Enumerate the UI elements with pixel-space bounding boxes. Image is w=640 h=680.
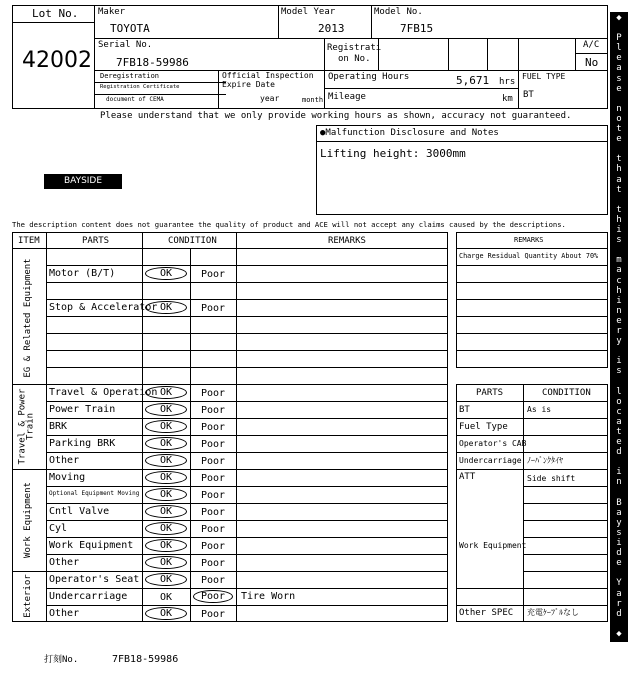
stamp-value: 7FB18-59986 — [112, 654, 179, 665]
side-banner-char: a — [616, 174, 622, 185]
header-remarks: REMARKS — [328, 236, 366, 246]
registration-label-1: Registrati — [327, 43, 382, 53]
ac-value: No — [585, 56, 599, 69]
group-work: Work Equipment — [23, 482, 33, 558]
side-banner-char: s — [616, 527, 622, 538]
poor-option[interactable]: Poor — [200, 609, 226, 620]
inspection-label-2: Expire Date — [222, 80, 275, 89]
right-parts-header: PARTS — [476, 388, 504, 398]
hours-notice: Please understand that we only provide working hours as shown, accuracy not guaranteed. — [100, 111, 572, 121]
side-banner-char: e — [616, 83, 622, 94]
operating-hours-label: Operating Hours — [328, 72, 410, 82]
poor-option[interactable]: Poor — [200, 405, 226, 416]
group-travel-power-line1: Travel & Power — [17, 388, 28, 465]
ok-selected[interactable]: OK — [145, 505, 187, 518]
inspection-label-1: Official Inspection — [222, 71, 314, 80]
side-banner-char: l — [616, 386, 622, 397]
poor-option[interactable]: Poor — [200, 422, 226, 433]
poor-option[interactable]: Poor — [200, 524, 226, 535]
ac-label: A/C — [583, 40, 600, 50]
side-banner-char: d — [616, 608, 622, 619]
side-banner-char: i — [616, 295, 622, 306]
remark: Tire Worn — [241, 591, 296, 602]
ok-selected[interactable]: OK — [145, 556, 187, 569]
cema-label: document of CEMA — [106, 96, 164, 103]
side-banner-char: d — [616, 447, 622, 458]
side-banner-char: t — [616, 204, 622, 215]
side-banner-char: e — [616, 53, 622, 64]
ok-selected[interactable]: OK — [145, 454, 187, 467]
stamp-label: 打刻No. — [44, 655, 79, 665]
serial-value: 7FB18-59986 — [116, 56, 189, 69]
year-label: year — [260, 94, 280, 103]
part-name: Operator's Seat — [49, 574, 140, 585]
ok-selected[interactable]: OK — [145, 539, 187, 552]
part-name: Other — [49, 455, 80, 466]
mileage-label: Mileage — [328, 92, 366, 102]
right-remarks-line1: Charge Residual Quantity About 70% — [459, 252, 599, 260]
right-part: Fuel Type — [459, 422, 508, 432]
right-part: Operator's CAB — [459, 439, 527, 448]
poor-option[interactable]: Poor — [200, 558, 226, 569]
model-year-label: Model Year — [281, 7, 336, 17]
part-name: BRK — [49, 421, 68, 432]
poor-option[interactable]: Poor — [200, 541, 226, 552]
side-banner-char: l — [616, 43, 622, 54]
malfunction-title: ●Malfunction Disclosure and Notes — [320, 128, 499, 138]
header-item: ITEM — [18, 236, 40, 246]
side-banner-char: a — [616, 507, 622, 518]
registration-certificate-label: Registration Certificate — [100, 84, 180, 90]
side-banner-char: ◆ — [616, 13, 622, 23]
part-name: Motor (B/T) — [49, 268, 116, 279]
poor-option[interactable]: Poor — [200, 507, 226, 518]
poor-option[interactable]: Poor — [200, 490, 226, 501]
right-remarks-header: REMARKS — [514, 236, 544, 244]
poor-option[interactable]: Poor — [200, 575, 226, 586]
location-badge: BAYSIDE — [44, 174, 122, 189]
side-banner-char: Y — [616, 578, 622, 589]
side-banner-char: d — [616, 548, 622, 559]
right-part: ATT — [459, 472, 476, 482]
side-banner-char: t — [616, 124, 622, 135]
side-banner-char: i — [616, 467, 622, 478]
side-banner-char: s — [616, 73, 622, 84]
group-exterior: Exterior — [23, 574, 33, 618]
side-banner-char: n — [616, 103, 622, 114]
group-travel-power — [12, 384, 46, 469]
side-banner-char: B — [616, 497, 622, 508]
right-part: Undercarriage — [459, 456, 522, 465]
part-name: Cyl — [49, 523, 68, 534]
part-name: Other — [49, 557, 80, 568]
poor-option[interactable]: Poor — [200, 473, 226, 484]
side-banner-char: o — [616, 113, 622, 124]
side-banner-char: h — [616, 285, 622, 296]
ok-selected[interactable]: OK — [145, 471, 187, 484]
side-banner-char: a — [616, 63, 622, 74]
side-banner-char: y — [616, 517, 622, 528]
operating-hours-value: 5,671 — [456, 74, 490, 87]
header-condition: CONDITION — [168, 236, 217, 246]
ok-selected[interactable]: OK — [145, 522, 187, 535]
part-name: Cntl Valve — [49, 506, 110, 517]
side-banner-char: t — [616, 426, 622, 437]
maker-label: Maker — [98, 7, 126, 17]
disclaimer: The description content does not guarantee the quality of product and ACE will not accept any claims caused by the descriptions. — [12, 220, 566, 229]
ok-selected[interactable]: OK — [145, 573, 187, 586]
part-name: Power Train — [49, 404, 116, 415]
side-banner-char: i — [616, 225, 622, 236]
right-cond: 充電ｹｰﾌﾞﾙなし — [527, 608, 579, 617]
poor-option[interactable]: Poor — [200, 439, 226, 450]
ok-selected[interactable]: OK — [145, 267, 187, 280]
side-banner-char: ◆ — [616, 628, 622, 639]
side-banner-char: i — [616, 356, 622, 367]
group-travel-power-line2: Train — [25, 412, 36, 441]
km-label: km — [502, 94, 513, 104]
poor-selected[interactable]: Poor — [193, 590, 233, 603]
side-banner-char: s — [616, 366, 622, 377]
serial-label: Serial No. — [98, 40, 153, 50]
side-banner-char: m — [616, 255, 622, 266]
model-year-value: 2013 — [318, 22, 345, 35]
right-cond: Side shift — [527, 474, 576, 483]
part-name: Stop & Accelerator — [49, 302, 158, 313]
group-eg: EG & Related Equipment — [23, 258, 33, 378]
right-cond: As is — [527, 405, 552, 414]
side-banner-char: t — [616, 154, 622, 165]
right-cond: ﾉｰﾊﾞﾝｸﾀｲﾔ — [527, 456, 563, 465]
side-banner-char: a — [616, 416, 622, 427]
maker-value: TOYOTA — [110, 22, 150, 35]
right-condition-header: CONDITION — [542, 388, 591, 398]
side-banner-char: o — [616, 396, 622, 407]
poor-option[interactable]: Poor — [200, 388, 226, 399]
hrs-label: hrs — [499, 77, 516, 87]
ok-selected[interactable]: OK — [145, 437, 187, 450]
side-banner-char: e — [616, 315, 622, 326]
month-label: month — [302, 96, 324, 104]
side-banner-char: a — [616, 265, 622, 276]
part-name: Other — [49, 608, 80, 619]
side-banner-char: e — [616, 437, 622, 448]
side-banner-char: e — [616, 134, 622, 145]
side-banner-char: r — [616, 598, 622, 609]
model-no-label: Model No. — [374, 7, 423, 17]
right-part: Other SPEC — [459, 608, 514, 618]
ok-selected[interactable]: OK — [145, 301, 187, 314]
side-banner-char: i — [616, 538, 622, 549]
side-banner-char: e — [616, 558, 622, 569]
registration-label-2: on No. — [338, 54, 371, 64]
side-banner — [610, 12, 628, 642]
poor-option[interactable]: Poor — [200, 456, 226, 467]
ok-selected[interactable]: OK — [145, 488, 187, 501]
malfunction-text: Lifting height: 3000mm — [320, 147, 466, 160]
side-banner-char: y — [616, 336, 622, 347]
right-part: BT — [459, 405, 470, 415]
ok-option[interactable]: OK — [159, 592, 173, 603]
side-banner-char: P — [616, 33, 622, 44]
side-banner-char: c — [616, 275, 622, 286]
side-banner-char: s — [616, 235, 622, 246]
side-banner-char: h — [616, 164, 622, 175]
part-name: Moving — [49, 472, 86, 483]
model-no-value: 7FB15 — [400, 22, 434, 35]
header-parts: PARTS — [82, 236, 110, 246]
ok-selected[interactable]: OK — [145, 403, 187, 416]
side-banner-char: c — [616, 406, 622, 417]
lot-label: Lot No. — [32, 7, 79, 20]
fuel-type-value: BT — [523, 90, 534, 100]
fuel-type-label: FUEL TYPE — [522, 72, 566, 81]
lot-number: 42002 — [22, 48, 92, 73]
side-banner-char: n — [616, 477, 622, 488]
side-banner-char: r — [616, 326, 622, 336]
deregistration-label: Deregistration — [100, 72, 160, 80]
poor-option[interactable]: Poor — [200, 303, 226, 314]
right-part: Work Equipment — [459, 541, 527, 550]
malfunction-box — [316, 125, 608, 215]
ok-selected[interactable]: OK — [145, 386, 187, 399]
side-banner-char: t — [616, 184, 622, 195]
side-banner-char: a — [616, 588, 622, 599]
ok-selected[interactable]: OK — [145, 607, 187, 620]
side-banner-char: h — [616, 214, 622, 225]
part-name: Optional Equipment Moving — [49, 490, 140, 497]
part-name: Work Equipment — [49, 540, 134, 551]
part-name: Travel & Operation — [49, 387, 158, 398]
poor-option[interactable]: Poor — [200, 269, 226, 280]
ok-selected[interactable]: OK — [145, 420, 187, 433]
part-name: Undercarriage — [49, 591, 128, 602]
part-name: Parking BRK — [49, 438, 116, 449]
side-banner-char: n — [616, 305, 622, 316]
